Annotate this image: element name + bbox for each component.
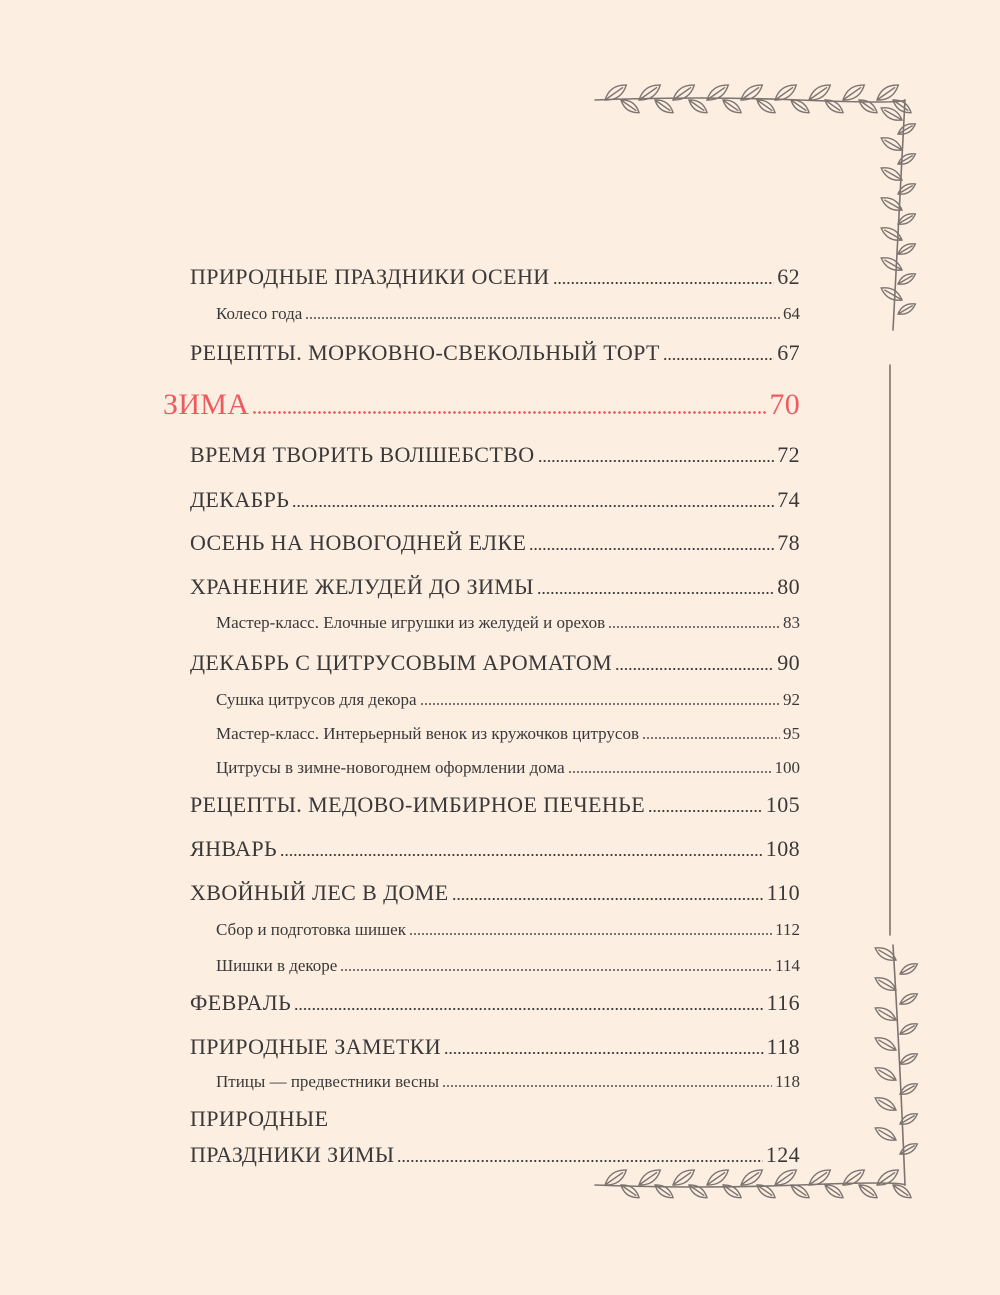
toc-entry[interactable] [190, 880, 800, 906]
toc-entry-title: Колесо года [216, 304, 303, 323]
leaf-icon [873, 1094, 898, 1114]
toc-entry-title-line2: ПРАЗДНИКИ ЗИМЫ [190, 1142, 395, 1167]
dot-leader [444, 1052, 764, 1054]
leaf-icon [755, 1182, 778, 1201]
toc-subentry[interactable] [216, 1072, 800, 1092]
leaf-icon [891, 97, 914, 116]
dot-leader [252, 411, 766, 414]
toc-entry-title: Мастер-класс. Елочные игрушки из желудей и орехов [216, 613, 606, 632]
leaf-icon [687, 1182, 710, 1201]
leaf-icon [898, 1141, 919, 1158]
dot-leader [568, 771, 772, 773]
leaf-icon [898, 1021, 919, 1038]
toc-entry[interactable] [190, 530, 800, 556]
leaf-icon [896, 151, 917, 168]
toc-entry-page-number: 83 [783, 613, 800, 632]
leaf-icon [721, 97, 744, 116]
toc-subentry[interactable] [216, 690, 800, 710]
leaf-icon [879, 254, 904, 274]
leaf-icon [898, 1051, 919, 1068]
toc-entry-title: ЯНВАРЬ [190, 836, 278, 861]
toc-entry[interactable] [190, 264, 800, 290]
toc-subentry[interactable] [216, 920, 800, 940]
dot-leader [608, 626, 780, 628]
leaf-icon [873, 1064, 898, 1084]
leaf-icon [857, 1182, 880, 1201]
toc-entry-title: ХРАНЕНИЕ ЖЕЛУДЕЙ ДО ЗИМЫ [190, 574, 534, 599]
toc-entry-title: Сбор и подготовка шишек [216, 920, 406, 939]
toc-entry-page-number: 64 [783, 304, 800, 323]
toc-entry-title: ЗИМА [163, 388, 250, 421]
toc-entry[interactable] [190, 487, 800, 513]
toc-entry-title: ПРИРОДНЫЕ ПРАЗДНИКИ ОСЕНИ [190, 264, 550, 289]
dot-leader [305, 317, 780, 319]
toc-entry-page-number: 118 [766, 1034, 800, 1059]
toc-entry-page-number: 62 [777, 264, 800, 289]
toc-entry-page-number: 116 [766, 990, 800, 1015]
dot-leader [397, 1160, 762, 1162]
toc-entry-page-number: 80 [777, 574, 800, 599]
toc-entry-title-line1: ПРИРОДНЫЕ [190, 1106, 329, 1131]
leaf-icon [873, 1034, 898, 1054]
toc-entry-title: Шишки в декоре [216, 956, 338, 975]
leaf-icon [619, 1182, 642, 1201]
toc-entry[interactable] [190, 442, 800, 468]
toc-entry[interactable] [190, 836, 800, 862]
leaf-icon [879, 284, 904, 304]
toc-subentry[interactable] [216, 724, 800, 744]
leaf-icon [687, 97, 710, 116]
toc-entry-page-number: 124 [765, 1142, 800, 1167]
toc-entry-page-number: 70 [769, 388, 800, 421]
dot-leader [294, 1008, 763, 1010]
leaf-icon [653, 1182, 676, 1201]
leaf-icon [879, 224, 904, 244]
toc-entry-page-number: 72 [777, 442, 800, 467]
toc-entry-page-number: 114 [775, 956, 800, 975]
toc-entry-title: ДЕКАБРЬ С ЦИТРУСОВЫМ АРОМАТОМ [190, 650, 613, 675]
toc-entry-title: ОСЕНЬ НА НОВОГОДНЕЙ ЕЛКЕ [190, 530, 527, 555]
toc-entry[interactable] [190, 340, 800, 366]
toc-entry-page-number: 74 [777, 487, 800, 512]
leaf-icon [896, 181, 917, 198]
dot-leader [538, 460, 775, 462]
leaf-icon [896, 301, 917, 318]
dot-leader [529, 548, 774, 550]
dot-leader [642, 737, 780, 739]
toc-entry-page-number: 67 [777, 340, 800, 365]
dot-leader [292, 505, 774, 507]
toc-entry-title: ФЕВРАЛЬ [190, 990, 292, 1015]
toc-entry[interactable] [190, 1106, 800, 1168]
leaf-icon [896, 241, 917, 258]
leaf-icon [879, 104, 904, 124]
dot-leader [553, 282, 775, 284]
toc-entry-title: РЕЦЕПТЫ. МЕДОВО-ИМБИРНОЕ ПЕЧЕНЬЕ [190, 792, 646, 817]
toc-section-heading[interactable] [163, 388, 800, 422]
toc-entry-title: Сушка цитрусов для декора [216, 690, 417, 709]
toc-entry-title: РЕЦЕПТЫ. МОРКОВНО-СВЕКОЛЬНЫЙ ТОРТ [190, 340, 660, 365]
leaf-icon [857, 97, 880, 116]
leaf-icon [873, 1124, 898, 1144]
dot-leader [409, 933, 772, 935]
toc-entry[interactable] [190, 650, 800, 676]
leaf-icon [898, 991, 919, 1008]
toc-subentry[interactable] [216, 304, 800, 324]
leaf-icon [896, 271, 917, 288]
toc-entry[interactable] [190, 990, 800, 1016]
toc-entry[interactable] [190, 574, 800, 600]
toc-entry-title: ДЕКАБРЬ [190, 487, 290, 512]
dot-leader [280, 854, 763, 856]
leaf-icon [879, 134, 904, 154]
toc-entry-page-number: 100 [774, 758, 800, 777]
leaf-icon [873, 1004, 898, 1024]
dot-leader [663, 358, 774, 360]
toc-entry-title: Мастер-класс. Интерьерный венок из кружочков цитрусов [216, 724, 639, 743]
dot-leader [340, 969, 772, 971]
toc-entry-page-number: 78 [777, 530, 800, 555]
toc-entry[interactable] [190, 792, 800, 818]
toc-entry-page-number: 90 [777, 650, 800, 675]
toc-entry-title: ВРЕМЯ ТВОРИТЬ ВОЛШЕБСТВО [190, 442, 535, 467]
dot-leader [452, 898, 764, 900]
toc-entry-page-number: 92 [783, 690, 800, 709]
toc-entry-page-number: 105 [765, 792, 800, 817]
toc-entry-page-number: 95 [783, 724, 800, 743]
leaf-icon [898, 961, 919, 978]
toc-entry-page-number: 118 [775, 1072, 800, 1091]
leaf-icon [896, 121, 917, 138]
toc-entry-title: Птицы — предвестники весны [216, 1072, 440, 1091]
dot-leader [648, 810, 763, 812]
dot-leader [537, 592, 774, 594]
toc-subentry[interactable] [216, 758, 800, 778]
toc-entry[interactable] [190, 1034, 800, 1060]
toc-entry-page-number: 110 [766, 880, 800, 905]
toc-entry-page-number: 112 [775, 920, 800, 939]
leaf-icon [653, 97, 676, 116]
leaf-icon [721, 1182, 744, 1201]
toc-entry-title: ХВОЙНЫЙ ЛЕС В ДОМЕ [190, 880, 449, 905]
dot-leader [615, 668, 774, 670]
leaf-icon [823, 97, 846, 116]
toc-subentry[interactable] [216, 613, 800, 633]
toc-entry-title: Цитрусы в зимне-новогоднем оформлении дома [216, 758, 565, 777]
toc-entry-page-number: 108 [765, 836, 800, 861]
toc-subentry[interactable] [216, 956, 800, 976]
toc-entry-title: ПРИРОДНЫЕ ЗАМЕТКИ [190, 1034, 442, 1059]
dot-leader [420, 703, 780, 705]
dot-leader [442, 1085, 772, 1087]
